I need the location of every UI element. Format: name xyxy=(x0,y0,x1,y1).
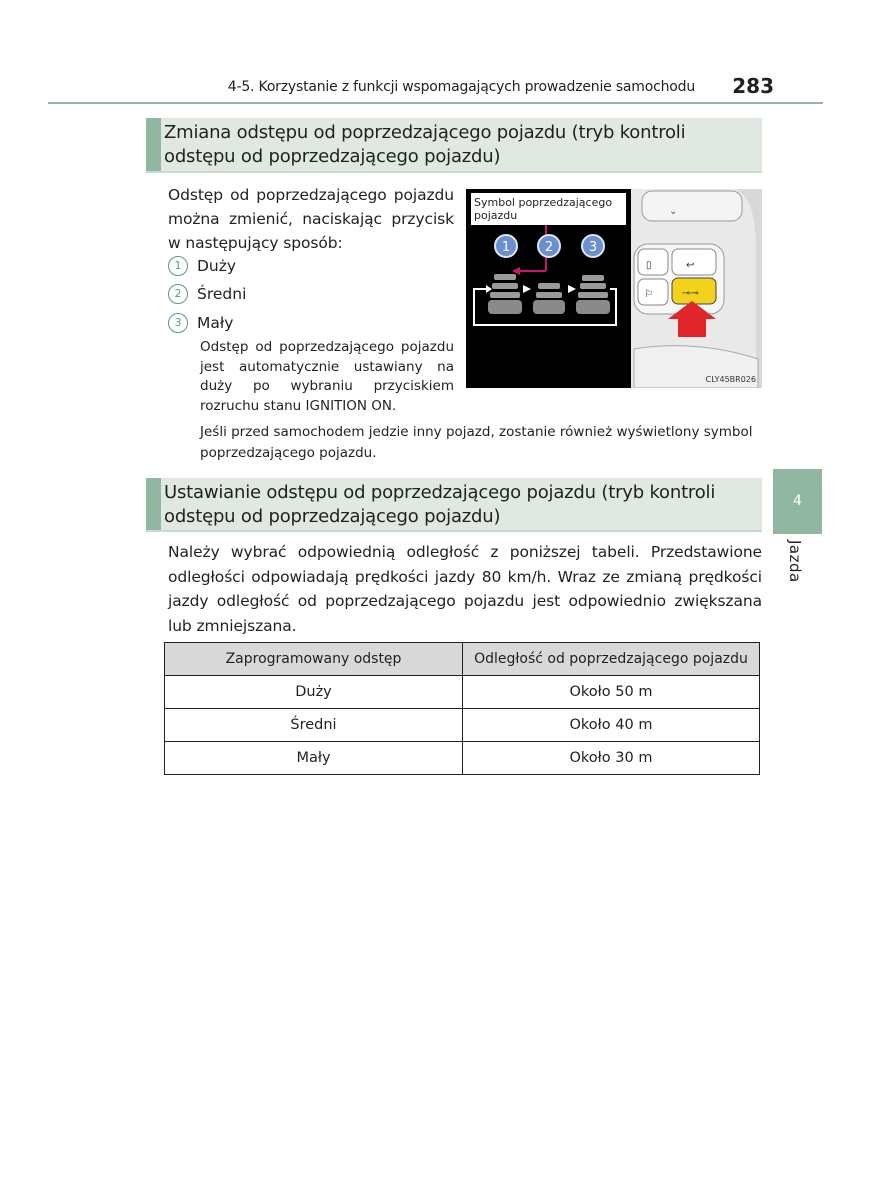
svg-text:⌄: ⌄ xyxy=(669,206,678,217)
section-divider xyxy=(146,530,762,532)
option-label: Mały xyxy=(197,314,234,332)
note-vehicle-symbol: Jeśli przed samochodem jedzie inny pojazd, zostanie również wyświetlony symbol poprzedzającego pojazdu. xyxy=(200,424,753,461)
section-divider xyxy=(146,171,762,173)
section-heading-change-distance: Zmiana odstępu od poprzedzającego pojazdu (tryb kontroli odstępu od poprzedzającego pojazdu) xyxy=(146,118,762,172)
badge-1: 1 xyxy=(501,240,511,255)
option-item-small xyxy=(168,311,233,335)
chapter-tab-label: Jazda xyxy=(786,540,804,583)
car-icon xyxy=(576,275,610,314)
section-heading-set-distance: Ustawianie odstępu od poprzedzającego pojazdu (tryb kontroli odstępu od poprzedzającego pojazdu) xyxy=(146,478,762,531)
page-number: 283 xyxy=(732,74,774,98)
option-label: Duży xyxy=(197,257,237,275)
figure-callout-label: Symbol poprzedzającego pojazdu xyxy=(471,193,626,225)
table-row xyxy=(165,709,760,742)
table-cell: Około 50 m xyxy=(463,676,760,709)
option-number-badge: 3 xyxy=(168,313,188,333)
table-cell: Około 40 m xyxy=(463,709,760,742)
note-auto-setting: Odstęp od poprzedzającego pojazdu jest automatycznie ustawiany na duży po wybraniu przyciskiem rozruchu stanu IGNITION ON. xyxy=(200,339,454,414)
car-icon xyxy=(488,274,522,314)
distance-table xyxy=(164,642,760,775)
car-icon xyxy=(533,283,565,314)
badge-3: 3 xyxy=(588,240,598,255)
option-item-medium xyxy=(168,282,246,306)
svg-text:↩: ↩ xyxy=(686,260,695,271)
table-cell: Około 30 m xyxy=(463,742,760,775)
option-label: Średni xyxy=(197,285,247,303)
distance-switch-figure xyxy=(466,189,762,388)
table-cell: Średni xyxy=(165,709,463,742)
svg-text:▯: ▯ xyxy=(646,260,652,271)
chapter-tab-number: 4 xyxy=(793,493,802,509)
option-item-large xyxy=(168,254,236,278)
header-divider xyxy=(48,102,823,104)
header-title: 4-5. Korzystanie z funkcji wspomagających prowadzenie samochodu xyxy=(227,79,695,95)
table-header-row xyxy=(165,643,760,676)
figure-code: CLY45BR026 xyxy=(705,375,756,384)
option-number-badge: 1 xyxy=(168,256,188,276)
table-header-cell: Zaprogramowany odstęp xyxy=(165,643,463,676)
table-row xyxy=(165,742,760,775)
table-cell: Mały xyxy=(165,742,463,775)
table-cell: Duży xyxy=(165,676,463,709)
option-number-badge: 2 xyxy=(168,284,188,304)
intro-paragraph: Odstęp od poprzedzającego pojazdu można zmienić, naciskając przycisk w następujący sposób: xyxy=(168,186,454,252)
badge-2: 2 xyxy=(544,240,554,255)
svg-text:⊸⊸: ⊸⊸ xyxy=(682,288,699,299)
distance-paragraph: Należy wybrać odpowiednią odległość z poniższej tabeli. Przedstawione odległości odpowiadają prędkości jazdy 80 km/h. Wraz ze zmianą prędkości jazdy odległość od poprzedzającego pojazdu jest odpowiednio zwiększana lub zmniejszana. xyxy=(168,543,762,635)
table-row xyxy=(165,676,760,709)
table-header-cell: Odległość od poprzedzającego pojazdu xyxy=(463,643,760,676)
svg-text:⚐: ⚐ xyxy=(644,289,653,300)
